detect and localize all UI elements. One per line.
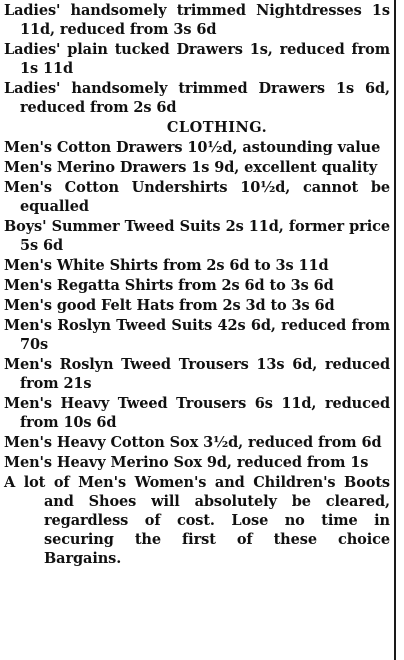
list-item: Ladies' plain tucked Drawers 1s, reduced from 1s 11d bbox=[4, 41, 390, 77]
list-item: Men's Heavy Tweed Trousers 6s 11d, reduced from 10s 6d bbox=[4, 395, 390, 431]
list-item: Men's Roslyn Tweed Suits 42s 6d, reduced from 70s bbox=[4, 317, 390, 353]
list-item: Men's Heavy Merino Sox 9d, reduced from 1s bbox=[4, 454, 369, 471]
list-item: Men's good Felt Hats from 2s 3d to 3s 6d bbox=[4, 297, 335, 314]
list-item: Men's White Shirts from 2s 6d to 3s 11d bbox=[4, 257, 329, 274]
section-heading: CLOTHING. bbox=[166, 119, 268, 136]
list-item: Men's Cotton Drawers 10½d, astounding value bbox=[4, 139, 381, 156]
list-item: Ladies' handsomely trimmed Drawers 1s 6d, reduced from 2s 6d bbox=[4, 80, 390, 116]
list-item: Men's Heavy Cotton Sox 3½d, reduced from 6d bbox=[4, 434, 382, 451]
list-item: Men's Cotton Undershirts 10½d, cannot be equalled bbox=[4, 179, 390, 215]
list-item: Men's Roslyn Tweed Trousers 13s 6d, reduced from 21s bbox=[4, 356, 390, 392]
list-item: Men's Regatta Shirts from 2s 6d to 3s 6d bbox=[4, 277, 334, 294]
list-item: Men's Merino Drawers 1s 9d, excellent quality bbox=[4, 159, 378, 176]
list-item: Ladies' handsomely trimmed Nightdresses 1s 11d, reduced from 3s 6d bbox=[4, 2, 390, 38]
closing-note: A lot of Men's Women's and Children's Boots and Shoes will absolutely be cleared, regardless of cost. Lose no time in securing the first of these choice Bargains. bbox=[4, 474, 390, 567]
list-item: Boys' Summer Tweed Suits 2s 11d, former price 5s 6d bbox=[4, 218, 390, 254]
column-rule bbox=[394, 0, 396, 660]
advertisement-column bbox=[4, 1, 390, 568]
